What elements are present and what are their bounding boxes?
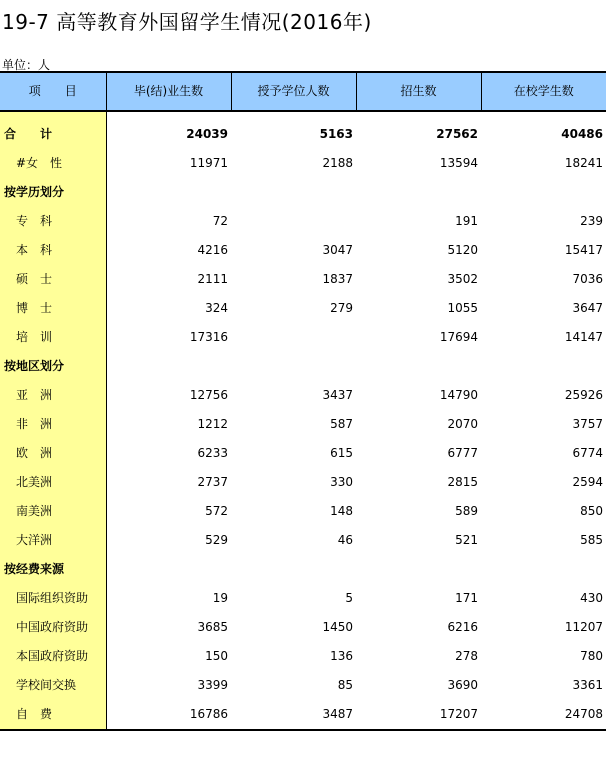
cell-graduates: 529 bbox=[205, 533, 228, 547]
cell-enrollment: 2815 bbox=[447, 475, 478, 489]
row-label: 亚 洲 bbox=[0, 381, 106, 410]
header-item: 项 目 bbox=[0, 72, 106, 111]
cell-degrees: 136 bbox=[330, 649, 353, 663]
row-label: 本 科 bbox=[0, 236, 106, 265]
cell-students: 18241 bbox=[564, 156, 603, 170]
cell-degrees: 5163 bbox=[319, 127, 353, 141]
table-row bbox=[0, 468, 606, 497]
row-label: 合 计 bbox=[0, 120, 106, 149]
cell-degrees: 1837 bbox=[322, 272, 353, 286]
cell-enrollment bbox=[356, 555, 481, 584]
cell-graduates: 6233 bbox=[197, 446, 228, 460]
row-label: 专 科 bbox=[0, 207, 106, 236]
row-label: 自 费 bbox=[0, 700, 106, 730]
table-row bbox=[0, 700, 606, 730]
row-label: 本国政府资助 bbox=[0, 642, 106, 671]
cell-graduates: 72 bbox=[212, 214, 228, 228]
unit-label: 单位：人 bbox=[2, 58, 51, 72]
row-label: 欧 洲 bbox=[0, 439, 106, 468]
cell-students: 3757 bbox=[572, 417, 603, 431]
cell-degrees: 3487 bbox=[231, 700, 356, 730]
cell-enrollment: 14790 bbox=[439, 388, 478, 402]
row-label: 硕 士 bbox=[0, 265, 106, 294]
table-row bbox=[0, 265, 606, 294]
cell-enrollment: 3690 bbox=[447, 678, 478, 692]
header-row bbox=[0, 72, 606, 111]
table-row bbox=[0, 236, 606, 265]
cell-students: 2594 bbox=[572, 475, 603, 489]
table-row bbox=[0, 439, 606, 468]
cell-degrees: 330 bbox=[330, 475, 353, 489]
cell-degrees: 148 bbox=[330, 504, 353, 518]
cell-students: 40486 bbox=[561, 127, 603, 141]
cell-degrees bbox=[231, 323, 356, 352]
cell-students: 24708 bbox=[481, 700, 606, 730]
cell-graduates: 24039 bbox=[186, 127, 228, 141]
row-label: 大洋洲 bbox=[0, 526, 106, 555]
cell-enrollment: 17694 bbox=[439, 330, 478, 344]
cell-enrollment: 13594 bbox=[439, 156, 478, 170]
table-row bbox=[0, 120, 606, 149]
row-label: 学校间交换 bbox=[0, 671, 106, 700]
header-degrees: 授予学位人数 bbox=[231, 72, 356, 111]
row-label: #女 性 bbox=[0, 149, 106, 178]
cell-enrollment: 278 bbox=[455, 649, 478, 663]
cell-graduates: 12756 bbox=[189, 388, 228, 402]
cell-degrees: 587 bbox=[330, 417, 353, 431]
section-label: 按学历划分 bbox=[0, 178, 106, 207]
row-label: 博 士 bbox=[0, 294, 106, 323]
cell-degrees bbox=[231, 178, 356, 207]
cell-students: 239 bbox=[580, 214, 603, 228]
cell-graduates: 16786 bbox=[106, 700, 231, 730]
cell-degrees: 85 bbox=[337, 678, 353, 692]
cell-students: 6774 bbox=[572, 446, 603, 460]
table-row bbox=[0, 555, 606, 584]
row-label: 南美洲 bbox=[0, 497, 106, 526]
cell-degrees: 46 bbox=[337, 533, 353, 547]
cell-students bbox=[481, 178, 606, 207]
cell-graduates bbox=[106, 352, 231, 381]
cell-degrees: 3047 bbox=[322, 243, 353, 257]
cell-degrees: 279 bbox=[330, 301, 353, 315]
cell-degrees: 1450 bbox=[322, 620, 353, 634]
cell-students: 14147 bbox=[564, 330, 603, 344]
cell-enrollment: 521 bbox=[455, 533, 478, 547]
cell-degrees: 615 bbox=[330, 446, 353, 460]
cell-enrollment: 191 bbox=[455, 214, 478, 228]
cell-students: 585 bbox=[580, 533, 603, 547]
cell-enrollment: 2070 bbox=[447, 417, 478, 431]
cell-students: 7036 bbox=[572, 272, 603, 286]
cell-students: 780 bbox=[580, 649, 603, 663]
cell-degrees: 2188 bbox=[322, 156, 353, 170]
cell-enrollment: 6777 bbox=[447, 446, 478, 460]
table-row bbox=[0, 671, 606, 700]
cell-students: 3647 bbox=[572, 301, 603, 315]
header-students: 在校学生数 bbox=[481, 72, 606, 111]
row-label: 中国政府资助 bbox=[0, 613, 106, 642]
row-label: 北美洲 bbox=[0, 468, 106, 497]
table-row bbox=[0, 497, 606, 526]
cell-students: 15417 bbox=[564, 243, 603, 257]
header-graduates: 毕(结)业生数 bbox=[106, 72, 231, 111]
cell-graduates: 3685 bbox=[197, 620, 228, 634]
cell-graduates: 1212 bbox=[197, 417, 228, 431]
cell-enrollment: 6216 bbox=[447, 620, 478, 634]
cell-graduates: 19 bbox=[212, 591, 228, 605]
table-row bbox=[0, 149, 606, 178]
row-label: 国际组织资助 bbox=[0, 584, 106, 613]
cell-enrollment bbox=[356, 352, 481, 381]
data-table bbox=[0, 71, 606, 731]
cell-graduates: 572 bbox=[205, 504, 228, 518]
cell-graduates: 3399 bbox=[197, 678, 228, 692]
cell-enrollment: 3502 bbox=[447, 272, 478, 286]
table-row bbox=[0, 178, 606, 207]
cell-degrees: 3437 bbox=[322, 388, 353, 402]
cell-students bbox=[481, 555, 606, 584]
spacer-label bbox=[0, 111, 106, 120]
table-row bbox=[0, 381, 606, 410]
cell-students: 25926 bbox=[564, 388, 603, 402]
table-row bbox=[0, 410, 606, 439]
row-label: 非 洲 bbox=[0, 410, 106, 439]
cell-graduates: 11971 bbox=[189, 156, 228, 170]
cell-students: 11207 bbox=[564, 620, 603, 634]
page-title: 19-7 高等教育外国留学生情况(2016年) bbox=[2, 10, 372, 34]
cell-enrollment bbox=[356, 178, 481, 207]
cell-students: 430 bbox=[580, 591, 603, 605]
cell-enrollment: 589 bbox=[455, 504, 478, 518]
cell-students: 850 bbox=[580, 504, 603, 518]
cell-students bbox=[481, 352, 606, 381]
cell-degrees bbox=[231, 207, 356, 236]
cell-degrees bbox=[231, 555, 356, 584]
table-row bbox=[0, 323, 606, 352]
table-row bbox=[0, 207, 606, 236]
cell-degrees bbox=[231, 352, 356, 381]
cell-graduates: 17316 bbox=[189, 330, 228, 344]
cell-students: 3361 bbox=[572, 678, 603, 692]
cell-graduates bbox=[106, 555, 231, 584]
cell-enrollment: 171 bbox=[455, 591, 478, 605]
row-label: 培 训 bbox=[0, 323, 106, 352]
header-enrollment: 招生数 bbox=[356, 72, 481, 111]
spacer-row bbox=[0, 111, 606, 120]
section-label: 按经费来源 bbox=[0, 555, 106, 584]
table-row bbox=[0, 526, 606, 555]
cell-enrollment: 17207 bbox=[356, 700, 481, 730]
cell-graduates: 2737 bbox=[197, 475, 228, 489]
cell-enrollment: 27562 bbox=[436, 127, 478, 141]
cell-graduates: 2111 bbox=[197, 272, 228, 286]
cell-graduates: 4216 bbox=[197, 243, 228, 257]
cell-degrees: 5 bbox=[345, 591, 353, 605]
cell-enrollment: 5120 bbox=[447, 243, 478, 257]
table-row bbox=[0, 584, 606, 613]
section-label: 按地区划分 bbox=[0, 352, 106, 381]
table-row bbox=[0, 352, 606, 381]
table-row bbox=[0, 613, 606, 642]
table-row bbox=[0, 642, 606, 671]
cell-enrollment: 1055 bbox=[447, 301, 478, 315]
cell-graduates: 150 bbox=[205, 649, 228, 663]
table-row bbox=[0, 294, 606, 323]
cell-graduates bbox=[106, 178, 231, 207]
cell-graduates: 324 bbox=[205, 301, 228, 315]
